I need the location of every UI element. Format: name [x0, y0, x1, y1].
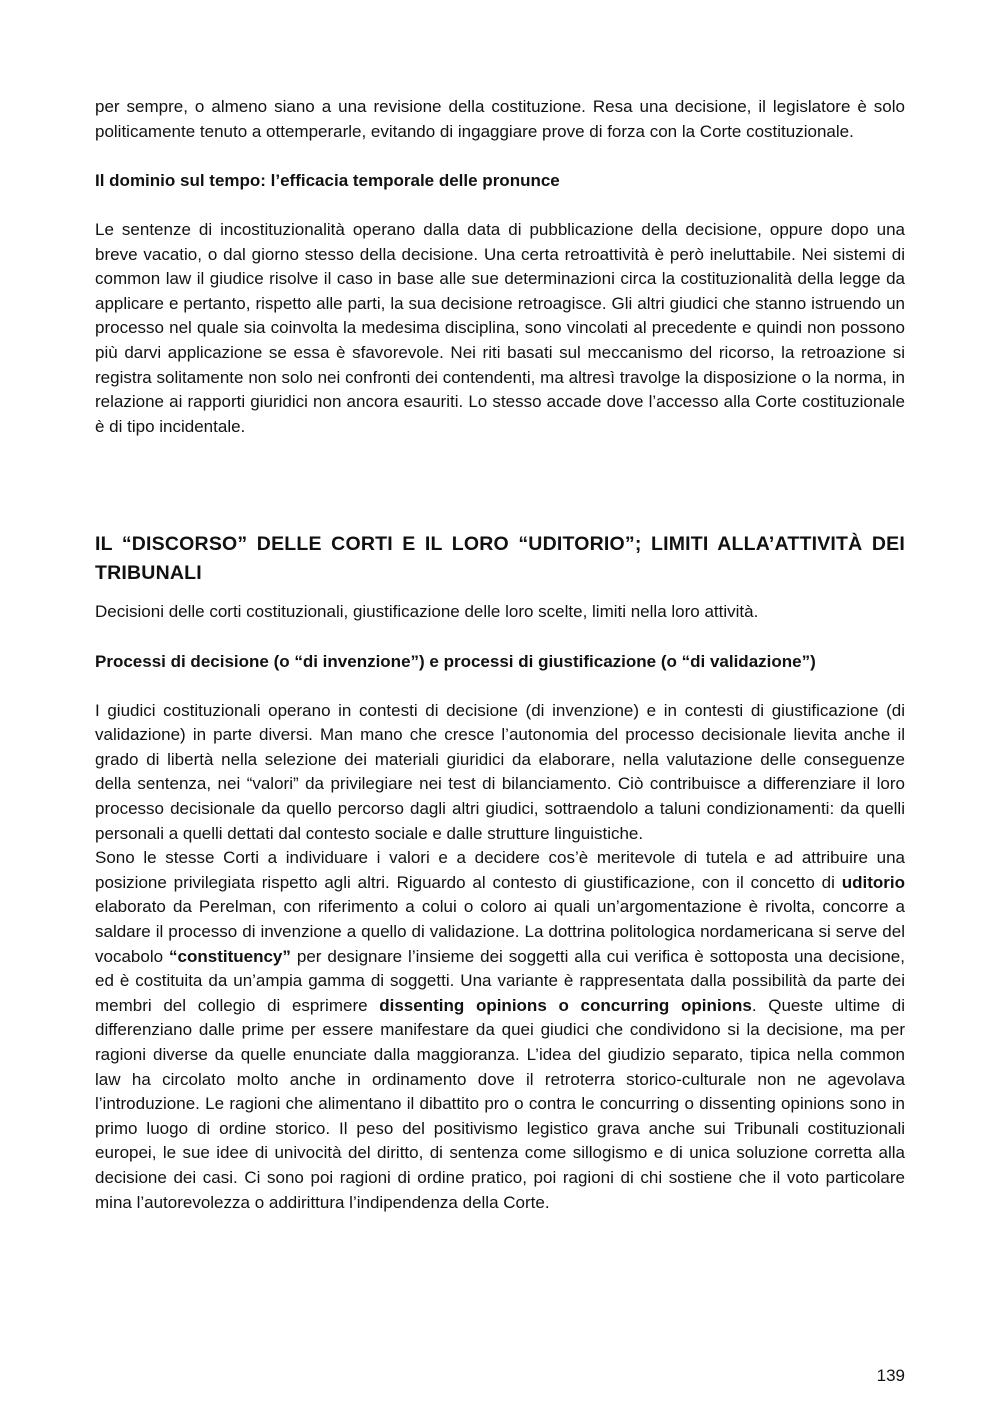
paragraph-sentenze-incostituzionalita: Le sentenze di incostituzionalità operano dalla data di pubblicazione della decisione, oppure dopo una breve vacatio, o dal giorno stesso della decisione. Una certa retroattività è però ineluttabile. Nei sistemi di common law il giudice risolve il caso in base alle sue determinazioni circa la costituzionalità della legge da applicare e pertanto, rispetto alle parti, la sua decisione retroagisce. Gli altri giudici che stanno istruendo un processo nel quale sia coinvolta la medesima disciplina, sono vincolati al precedente e quindi non possono più darvi applicazione se essa è sfavorevole. Nei riti basati sul meccanismo del ricorso, la retroazione si registra solitamente non solo nei confronti dei contendenti, ma altresì travolge la disposizione o la norma, in relazione ai rapporti giuridici non ancora esauriti. Lo stesso accade dove l’accesso alla Corte costituzionale è di tipo incidentale. [95, 219, 905, 436]
section-heading: IL “DISCORSO” DELLE CORTI E IL LORO “UDITORIO”; LIMITI ALLA’ATTIVITÀ DEI TRIBUNALI [95, 533, 905, 585]
spacer [95, 588, 905, 600]
paragraph-giudici-costituzionali: I giudici costituzionali operano in contesti di decisione (di invenzione) e in contesti di giustificazione (di validazione) in parte diversi. Man mano che cresce l’autonomia del processo decisionale lievita anche il grado di libertà nella selezione dei materiali giuridici da elaborare, nella valutazione delle conseguenze della sentenza, nei “valori” da privilegiare nei test di bilanciamento. Ciò contribuisce a differenziare il loro processo decisionale da quello percorso dagli altri giudici, sottraendolo a taluni condizionamenti: da quelli personali a quelli dettati dal contesto sociale e dalle strutture linguistiche. [95, 700, 905, 843]
text-run: Sono le stesse Corti a individuare i valori e a decidere cos’è meritevole di tutela e ad attribuire una posizione privilegiata rispetto agli altri. Riguardo al contesto di giustificazione, con il concetto di [95, 848, 905, 892]
page-number: 139 [876, 1366, 905, 1385]
document-page [95, 95, 905, 1215]
spacer [95, 193, 905, 218]
subheading-efficacia-temporale: Il dominio sul tempo: l’efficacia temporale delle pronunce [95, 170, 560, 190]
spacer [95, 144, 905, 169]
paragraph-corti-valori [95, 846, 905, 1215]
spacer [95, 439, 905, 530]
text-run: elaborato da Perelman, con riferimento a colui o coloro ai quali un’argomentazione è rivolta, concorre a saldare il processo di invenzione a quello di validazione. La dottrina politologica nordamericana si serve del vocabolo [95, 897, 905, 966]
spacer [95, 625, 905, 650]
bold-term-constituency: “constituency” [169, 946, 291, 966]
paragraph-continuation: per sempre, o almeno siano a una revisione della costituzione. Resa una decisione, il legislatore è solo politicamente tenuto a ottemperarle, evitando di ingaggiare prove di forza con la Corte costituzionale. [95, 97, 905, 141]
spacer [95, 674, 905, 699]
subheading-processi-decisione: Processi di decisione (o “di invenzione”) e processi di giustificazione (o “di validazione”) [95, 651, 816, 671]
text-run: . Queste ultime di differenziano dalle prime per essere manifestare da quei giudici che condividono si la decisione, ma per ragioni diverse da quelle enunciate dalla maggioranza. L’idea del giudizio separato, tipica nella common law ha circolato molto anche in ordinamento dove il retroterra storico-culturale non ne agevolava l’introduzione. Le ragioni che alimentano il dibattito pro o contra le concurring o dissenting opinions sono in primo luogo di ordine storico. Il peso del positivismo legistico grava anche sui Tribunali costituzionali europei, le sue idee di univocità del diritto, di sentenza come sillogismo e di unica soluzione corretta alla decisione dei casi. Ci sono poi ragioni di ordine pratico, poi ragioni di chi sostiene che il voto particolare mina l’autorevolezza o addirittura l’indipendenza della Corte. [95, 995, 906, 1212]
text-run: per designare l’insieme dei soggetti alla cui verifica è sottoposta una decisione, ed è costituita da un’ampia gamma di soggetti. Una variante è rappresentata dalla possibilità da parte dei membri del collegio di esprimere [95, 946, 905, 1015]
bold-term-opinions: dissenting opinions o concurring opinions [379, 995, 752, 1015]
section-intro: Decisioni delle corti costituzionali, giustificazione delle loro scelte, limiti nella loro attività. [95, 602, 759, 622]
bold-term-uditorio: uditorio [841, 872, 905, 892]
